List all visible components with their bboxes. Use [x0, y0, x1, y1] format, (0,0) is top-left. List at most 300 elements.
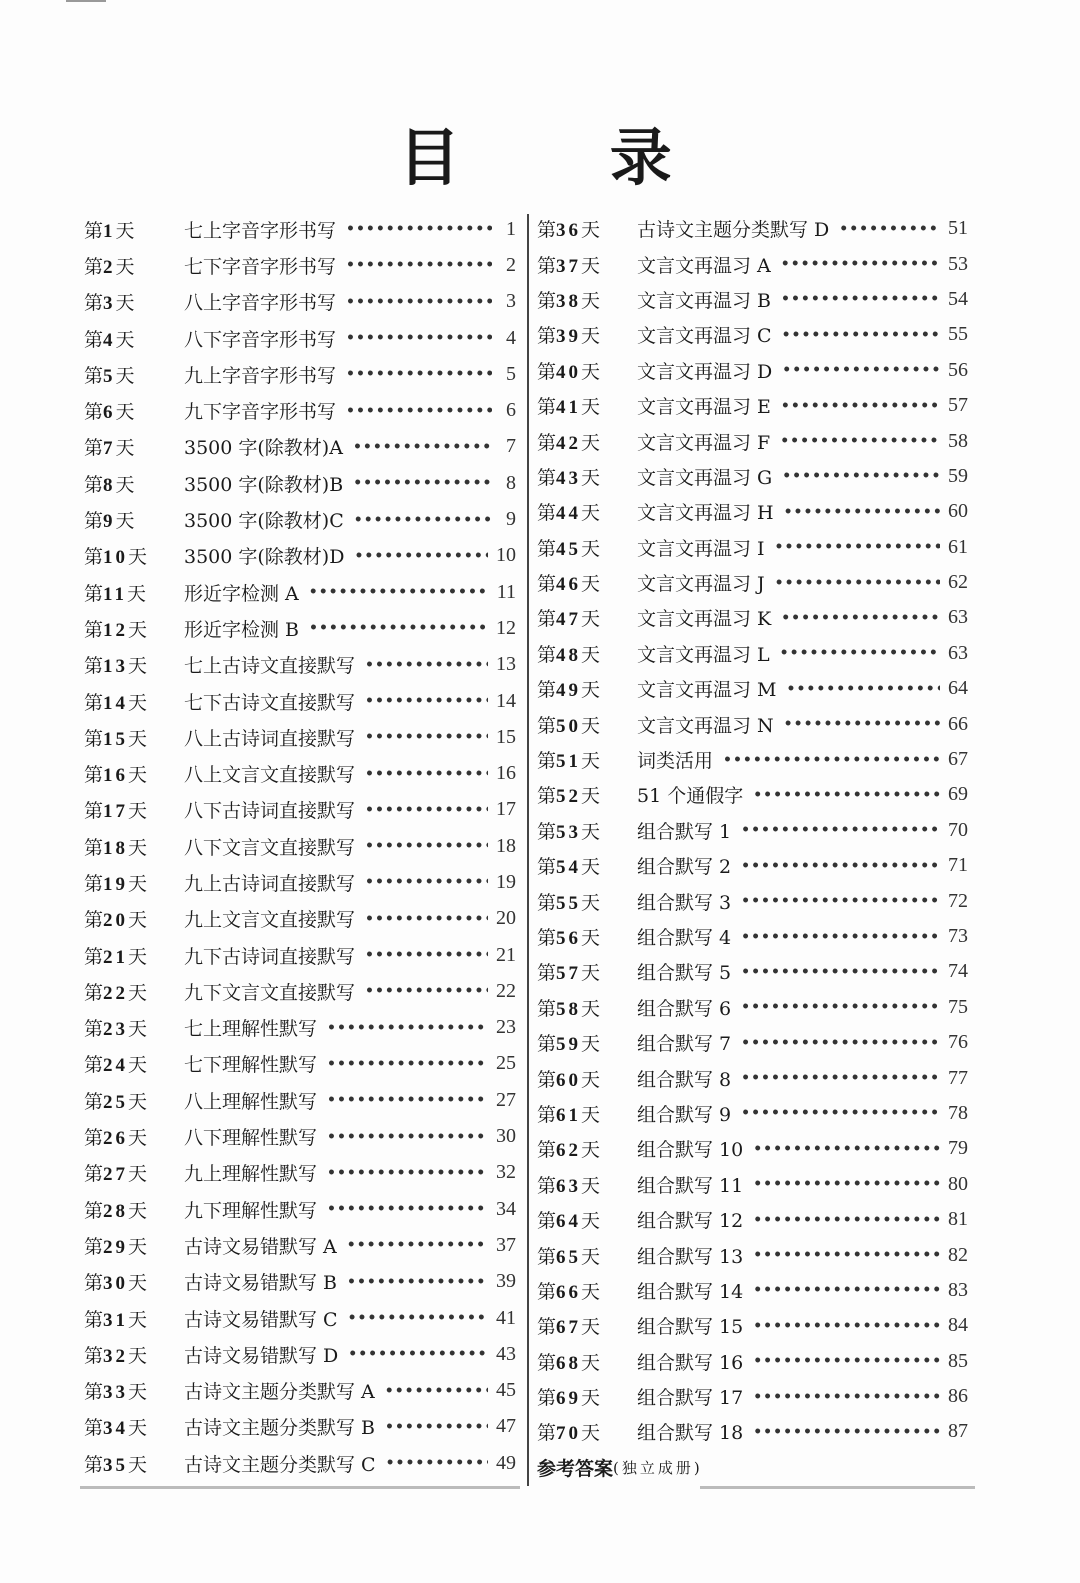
page-number: 43: [496, 1342, 516, 1365]
toc-entry[interactable]: [537, 530, 968, 565]
page-number: 3: [506, 290, 516, 313]
toc-entry[interactable]: [84, 392, 516, 428]
page-number: 19: [496, 870, 516, 893]
entry-title: 组合默写 1: [637, 820, 732, 843]
dot-leader: [327, 1056, 488, 1072]
toc-entry[interactable]: [84, 901, 516, 937]
toc-entry[interactable]: [84, 1264, 516, 1300]
toc-entry[interactable]: [84, 574, 516, 610]
toc-entry[interactable]: [84, 937, 516, 973]
dot-leader: [784, 504, 940, 520]
dot-leader: [753, 1212, 940, 1228]
toc-entry[interactable]: [537, 600, 968, 635]
dot-leader: [782, 362, 940, 378]
dot-leader: [348, 1346, 488, 1362]
toc-entry[interactable]: [84, 1191, 516, 1227]
dot-leader: [346, 403, 492, 419]
toc-entry[interactable]: [537, 494, 968, 529]
toc-entry[interactable]: [537, 1131, 968, 1166]
entry-title: 3500 字(除教材)D: [184, 546, 345, 569]
entry-title: 文言文再温习 M: [637, 679, 777, 702]
column-divider: [527, 214, 529, 1486]
entry-title: 词类活用: [637, 750, 714, 773]
page-number: 45: [496, 1379, 516, 1402]
day-label: 第14天: [84, 691, 148, 714]
page-number: 80: [948, 1172, 968, 1195]
entry-title: 组合默写 11: [637, 1174, 744, 1197]
page-number: 4: [506, 326, 516, 349]
toc-entry[interactable]: [537, 388, 968, 423]
entry-title: 组合默写 6: [637, 997, 732, 1020]
entry-title: 组合默写 15: [637, 1316, 744, 1339]
day-label: 第51天: [537, 750, 601, 773]
entry-title: 八上理解性默写: [184, 1090, 318, 1113]
dot-leader: [741, 929, 940, 945]
day-label: 第16天: [84, 764, 148, 787]
day-label: 第15天: [84, 727, 148, 750]
page-number: 7: [506, 435, 516, 458]
day-label: 第30天: [84, 1272, 148, 1295]
entry-title: 八下文言文直接默写: [184, 836, 356, 859]
toc-entry[interactable]: [537, 282, 968, 317]
toc-entry[interactable]: [84, 755, 516, 791]
entry-title: 八下古诗词直接默写: [184, 800, 356, 823]
toc-entry[interactable]: [537, 1414, 968, 1449]
entry-title: 七下字音字形书写: [184, 255, 337, 278]
page-number: 41: [496, 1306, 516, 1329]
entry-title: 文言文再温习 E: [637, 396, 771, 419]
day-label: 第25天: [84, 1090, 148, 1113]
dot-leader: [782, 468, 940, 484]
day-label: 第49天: [537, 679, 601, 702]
dot-leader: [327, 1092, 488, 1108]
toc-entry[interactable]: [84, 1082, 516, 1118]
day-label: 第13天: [84, 655, 148, 678]
entry-title: 文言文再温习 C: [637, 325, 772, 348]
toc-entry[interactable]: [84, 792, 516, 828]
day-label: 第70天: [537, 1422, 601, 1445]
toc-entry[interactable]: [537, 813, 968, 848]
page-number: 87: [948, 1420, 968, 1443]
dot-leader: [741, 964, 940, 980]
page-number: 9: [506, 508, 516, 531]
day-label: 第36天: [537, 219, 601, 242]
toc-entry[interactable]: [537, 1344, 968, 1379]
toc-entry[interactable]: [537, 353, 968, 388]
dot-leader: [784, 716, 940, 732]
day-label: 第40天: [537, 360, 601, 383]
day-label: 第10天: [84, 546, 148, 569]
page-number: 60: [948, 500, 968, 523]
page-number: 47: [496, 1415, 516, 1438]
top-rule: [66, 0, 106, 2]
toc-entry[interactable]: [537, 990, 968, 1025]
toc-entry[interactable]: [537, 954, 968, 989]
dot-leader: [346, 330, 492, 346]
dot-leader: [354, 512, 492, 528]
dot-leader: [753, 1247, 940, 1263]
day-label: 第5天: [84, 364, 135, 387]
entry-title: 文言文再温习 I: [637, 537, 765, 560]
page-number: 86: [948, 1385, 968, 1408]
dot-leader: [781, 398, 940, 414]
day-label: 第69天: [537, 1387, 601, 1410]
dot-leader: [327, 1165, 488, 1181]
day-label: 第20天: [84, 909, 148, 932]
dot-leader: [346, 366, 492, 382]
dot-leader: [353, 439, 492, 455]
toc-entry[interactable]: [84, 247, 516, 283]
entry-title: 七上字音字形书写: [184, 219, 337, 242]
entry-title: 形近字检测 A: [184, 582, 299, 605]
page-number: 71: [948, 854, 968, 877]
day-label: 第54天: [537, 856, 601, 879]
toc-entry[interactable]: [84, 610, 516, 646]
page-number: 11: [496, 580, 516, 603]
toc-entry[interactable]: [84, 1445, 516, 1481]
day-label: 第28天: [84, 1199, 148, 1222]
toc-entry[interactable]: [537, 1273, 968, 1308]
dot-leader: [753, 1282, 940, 1298]
day-label: 第12天: [84, 618, 148, 641]
toc-entry[interactable]: [537, 883, 968, 918]
entry-title: 组合默写 8: [637, 1068, 732, 1091]
dot-leader: [327, 1201, 488, 1217]
day-label: 第9天: [84, 510, 135, 533]
dot-leader: [781, 291, 940, 307]
entry-title: 组合默写 14: [637, 1280, 744, 1303]
page-number: 67: [948, 748, 968, 771]
entry-title: 文言文再温习 K: [637, 608, 772, 631]
page-number: 56: [948, 358, 968, 381]
page-number: 15: [496, 725, 516, 748]
dot-leader: [309, 584, 489, 600]
page-number: 61: [948, 535, 968, 558]
entry-title: 组合默写 18: [637, 1422, 744, 1445]
day-label: 第43天: [537, 466, 601, 489]
dot-leader: [327, 1129, 488, 1145]
entry-title: 组合默写 3: [637, 891, 732, 914]
entry-title: 七下古诗文直接默写: [184, 691, 356, 714]
dot-leader: [741, 999, 940, 1015]
page-number: 17: [496, 798, 516, 821]
day-label: 第58天: [537, 997, 601, 1020]
page-number: 79: [948, 1137, 968, 1160]
entry-title: 文言文再温习 G: [637, 466, 773, 489]
entry-title: 九上文言文直接默写: [184, 909, 356, 932]
page-number: 49: [496, 1451, 516, 1474]
day-label: 第23天: [84, 1018, 148, 1041]
footer-rule-right: [700, 1486, 975, 1489]
day-label: 第59天: [537, 1033, 601, 1056]
dot-leader: [365, 657, 488, 673]
day-label: 第26天: [84, 1127, 148, 1150]
dot-leader: [723, 752, 940, 768]
day-label: 第33天: [84, 1381, 148, 1404]
entry-title: 组合默写 2: [637, 856, 732, 879]
dot-leader: [787, 681, 941, 697]
day-label: 第62天: [537, 1139, 601, 1162]
toc-right-column: [537, 211, 968, 1485]
dot-leader: [753, 1389, 940, 1405]
dot-leader: [365, 911, 488, 927]
toc-entry[interactable]: [84, 683, 516, 719]
toc-entry[interactable]: [537, 1096, 968, 1131]
toc-entry[interactable]: [537, 1167, 968, 1202]
toc-entry[interactable]: [84, 1046, 516, 1082]
day-label: 第34天: [84, 1417, 148, 1440]
toc-entry[interactable]: [537, 565, 968, 600]
day-label: 第63天: [537, 1174, 601, 1197]
toc-entry[interactable]: [84, 1409, 516, 1445]
page-number: 63: [948, 606, 968, 629]
toc-entry[interactable]: [84, 320, 516, 356]
day-label: 第1天: [84, 219, 135, 242]
page-number: 23: [496, 1016, 516, 1039]
entry-title: 文言文再温习 A: [637, 254, 771, 277]
day-label: 第47天: [537, 608, 601, 631]
toc-entry[interactable]: [84, 1010, 516, 1046]
dot-leader: [781, 610, 940, 626]
page-number: 59: [948, 464, 968, 487]
answer-note: (独立成册): [613, 1458, 703, 1477]
toc-entry[interactable]: [537, 1060, 968, 1095]
toc-entry[interactable]: [84, 1373, 516, 1409]
day-label: 第24天: [84, 1054, 148, 1077]
toc-entry[interactable]: [537, 1237, 968, 1272]
dot-leader: [348, 1310, 488, 1326]
page-number: 51: [948, 217, 968, 240]
dot-leader: [753, 1353, 940, 1369]
toc-entry[interactable]: [84, 647, 516, 683]
page-title: 目 录: [398, 121, 736, 194]
page-number: 54: [948, 287, 968, 310]
toc-entry[interactable]: [537, 211, 968, 246]
day-label: 第56天: [537, 927, 601, 949]
page-number: 82: [948, 1243, 968, 1266]
toc-entry[interactable]: [537, 459, 968, 494]
page-number: 55: [948, 323, 968, 346]
toc-entry[interactable]: [84, 501, 516, 537]
day-label: 第55天: [537, 891, 601, 914]
dot-leader: [365, 874, 488, 890]
page-number: 76: [948, 1031, 968, 1054]
toc-entry[interactable]: [537, 742, 968, 777]
day-label: 第35天: [84, 1453, 148, 1476]
day-label: 第18天: [84, 836, 148, 859]
dot-leader: [741, 1070, 940, 1086]
page-number: 30: [496, 1125, 516, 1148]
toc-entry[interactable]: [537, 1202, 968, 1237]
dot-leader: [741, 822, 940, 838]
toc-entry[interactable]: [84, 356, 516, 392]
day-label: 第22天: [84, 981, 148, 1004]
entry-title: 八上字音字形书写: [184, 292, 337, 315]
entry-title: 51 个通假字: [637, 785, 744, 808]
day-label: 第41天: [537, 396, 601, 419]
answer-key-entry[interactable]: [537, 1450, 968, 1485]
dot-leader: [775, 575, 940, 591]
entry-title: 古诗文主题分类默写 B: [184, 1417, 376, 1440]
day-label: 第42天: [537, 431, 601, 454]
day-label: 第2天: [84, 255, 135, 278]
toc-entry[interactable]: [84, 1118, 516, 1154]
toc-entry[interactable]: [537, 423, 968, 458]
day-label: 第50天: [537, 714, 601, 737]
entry-title: 九下理解性默写: [184, 1199, 318, 1222]
toc-entry[interactable]: [537, 848, 968, 883]
page-number: 73: [948, 925, 968, 947]
dot-leader: [347, 1274, 488, 1290]
toc-entry[interactable]: [537, 246, 968, 281]
toc-entry[interactable]: [537, 706, 968, 741]
toc-entry[interactable]: [537, 636, 968, 671]
page-number: 69: [948, 783, 968, 806]
dot-leader: [309, 620, 488, 636]
dot-leader: [385, 1383, 488, 1399]
toc-entry[interactable]: [84, 429, 516, 465]
toc-entry[interactable]: [84, 465, 516, 501]
day-label: 第64天: [537, 1210, 601, 1233]
page-number: 12: [496, 616, 516, 639]
page-number: 13: [496, 653, 516, 676]
entry-title: 3500 字(除教材)C: [184, 510, 344, 533]
page-number: 10: [496, 544, 516, 567]
entry-title: 九下字音字形书写: [184, 401, 337, 424]
entry-title: 八上古诗词直接默写: [184, 727, 356, 750]
entry-title: 文言文再温习 B: [637, 289, 772, 312]
dot-leader: [365, 693, 488, 709]
toc-entry[interactable]: [537, 1308, 968, 1343]
page-number: 84: [948, 1314, 968, 1337]
day-label: 第46天: [537, 573, 601, 596]
dot-leader: [753, 1318, 940, 1334]
entry-title: 文言文再温习 H: [637, 502, 774, 525]
toc-entry[interactable]: [84, 719, 516, 755]
toc-entry[interactable]: [84, 828, 516, 864]
page-number: 21: [496, 943, 516, 966]
entry-title: 九下文言文直接默写: [184, 981, 356, 1004]
toc-entry[interactable]: [84, 1227, 516, 1263]
entry-title: 七下理解性默写: [184, 1054, 318, 1077]
day-label: 第3天: [84, 292, 135, 315]
entry-title: 文言文再温习 N: [637, 714, 774, 737]
toc-entry[interactable]: [84, 1155, 516, 1191]
day-label: 第32天: [84, 1344, 148, 1367]
day-label: 第44天: [537, 502, 601, 525]
toc-entry[interactable]: [537, 919, 968, 954]
toc-entry[interactable]: [84, 1300, 516, 1336]
entry-title: 组合默写 5: [637, 962, 732, 985]
page-number: 57: [948, 394, 968, 417]
entry-title: 文言文再温习 D: [637, 360, 773, 383]
dot-leader: [753, 1424, 940, 1440]
toc-entry[interactable]: [84, 211, 516, 247]
entry-title: 形近字检测 B: [184, 618, 300, 641]
dot-leader: [347, 1237, 488, 1253]
entry-title: 九上理解性默写: [184, 1163, 318, 1186]
toc-entry[interactable]: [84, 284, 516, 320]
entry-title: 文言文再温习 F: [637, 431, 771, 454]
day-label: 第45天: [537, 537, 601, 560]
toc-entry[interactable]: [537, 777, 968, 812]
page-number: 81: [948, 1208, 968, 1231]
dot-leader: [753, 787, 940, 803]
dot-leader: [741, 1105, 940, 1121]
day-label: 第53天: [537, 820, 601, 843]
entry-title: 古诗文易错默写 B: [184, 1272, 338, 1295]
dot-leader: [741, 1035, 940, 1051]
entry-title: 文言文再温习 J: [637, 573, 765, 596]
toc-entry[interactable]: [537, 1379, 968, 1414]
day-label: 第37天: [537, 254, 601, 277]
page-number: 16: [496, 762, 516, 785]
day-label: 第4天: [84, 328, 135, 351]
toc-entry[interactable]: [84, 538, 516, 574]
entry-title: 七上古诗文直接默写: [184, 655, 356, 678]
day-label: 第6天: [84, 401, 135, 424]
page-number: 1: [506, 217, 516, 240]
entry-title: 组合默写 10: [637, 1139, 744, 1162]
day-label: 第57天: [537, 962, 601, 985]
page-number: 22: [496, 979, 516, 1002]
day-label: 第27天: [84, 1163, 148, 1186]
page-number: 70: [948, 818, 968, 841]
toc-entry[interactable]: [84, 973, 516, 1009]
entry-title: 古诗文主题分类默写 A: [184, 1381, 375, 1404]
entry-title: 九上古诗词直接默写: [184, 872, 356, 895]
toc-entry[interactable]: [537, 1025, 968, 1060]
dot-leader: [354, 548, 488, 564]
toc-entry[interactable]: [84, 1336, 516, 1372]
page-number: 5: [506, 362, 516, 385]
day-label: 第67天: [537, 1316, 601, 1339]
page-number: 85: [948, 1349, 968, 1372]
day-label: 第68天: [537, 1351, 601, 1374]
page-number: 32: [496, 1161, 516, 1184]
dot-leader: [365, 729, 488, 745]
page-number: 34: [496, 1197, 516, 1220]
dot-leader: [753, 1176, 940, 1192]
page-number: 72: [948, 889, 968, 912]
day-label: 第60天: [537, 1068, 601, 1091]
dot-leader: [753, 1141, 940, 1157]
entry-title: 古诗文易错默写 D: [184, 1344, 339, 1367]
entry-title: 文言文再温习 L: [637, 643, 770, 666]
day-label: 第61天: [537, 1103, 601, 1126]
dot-leader: [741, 858, 940, 874]
day-label: 第19天: [84, 872, 148, 895]
entry-title: 3500 字(除教材)A: [184, 437, 343, 460]
toc-entry[interactable]: [537, 317, 968, 352]
footer-rule-left: [80, 1486, 520, 1489]
entry-title: 古诗文主题分类默写 C: [184, 1453, 376, 1476]
entry-title: 八下理解性默写: [184, 1127, 318, 1150]
toc-entry[interactable]: [537, 671, 968, 706]
entry-title: 组合默写 16: [637, 1351, 744, 1374]
dot-leader: [365, 838, 488, 854]
entry-title: 组合默写 4: [637, 927, 732, 949]
page-number: 74: [948, 960, 968, 983]
page-number: 37: [496, 1233, 516, 1256]
page-number: 8: [506, 471, 516, 494]
entry-title: 3500 字(除教材)B: [184, 473, 344, 496]
dot-leader: [346, 257, 492, 273]
entry-title: 八上文言文直接默写: [184, 764, 356, 787]
dot-leader: [782, 327, 940, 343]
toc-entry[interactable]: [84, 864, 516, 900]
day-label: 第38天: [537, 289, 601, 312]
